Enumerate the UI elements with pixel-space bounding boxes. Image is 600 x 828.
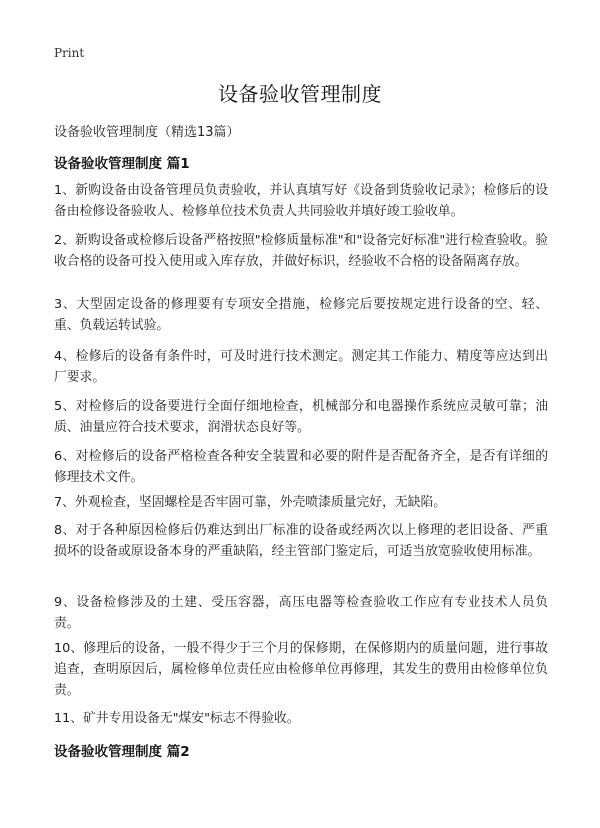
section-heading-2: 设备验收管理制度 篇2 — [54, 744, 190, 760]
paragraph-item-6: 6、对检修后的设备严格检查各种安全装置和必要的附件是否配备齐全，是否有详细的修理技术文件。 — [54, 449, 548, 485]
document-title: 设备验收管理制度 — [218, 82, 382, 106]
paragraph-item-5: 5、对检修后的设备要进行全面仔细地检查，机械部分和电器操作系统应灵敏可靠；油质、油量应符合技术要求，润滑状态良好等。 — [54, 399, 548, 435]
document-subtitle: 设备验收管理制度（精选13篇） — [54, 125, 240, 140]
paragraph-item-3: 3、大型固定设备的修理要有专项安全措施，检修完后要按规定进行设备的空、轻、重、负载运转试验。 — [54, 297, 548, 333]
section-heading-1: 设备验收管理制度 篇1 — [54, 156, 190, 172]
paragraph-item-2: 2、新购设备或检修后设备严格按照"检修质量标准"和"设备完好标准"进行检查验收。验收合格的设备可投入使用或入库存放，并做好标识，经验收不合格的设备隔离存放。 — [54, 233, 548, 269]
paragraph-item-11: 11、矿井专用设备无"煤安"标志不得验收。 — [54, 711, 300, 726]
paragraph-item-4: 4、检修后的设备有条件时，可及时进行技术测定。测定其工作能力、精度等应达到出厂要求。 — [54, 349, 548, 385]
paragraph-item-7: 7、外观检查，坚固螺栓是否牢固可靠，外壳喷漆质量完好，无缺陷。 — [54, 495, 447, 510]
paragraph-item-8: 8、对于各种原因检修后仍难达到出厂标准的设备或经两次以上修理的老旧设备、严重损坏的设备或原设备本身的严重缺陷，经主管部门鉴定后，可适当放宽验收使用标准。 — [54, 523, 548, 559]
paragraph-item-1: 1、新购设备由设备管理员负责验收，并认真填写好《设备到货验收记录》；检修后的设备由检修设备验收人、检修单位技术负责人共同验收并填好竣工验收单。 — [54, 183, 548, 219]
print-label: Print — [54, 46, 85, 60]
paragraph-item-10: 10、修理后的设备，一般不得少于三个月的保修期，在保修期内的质量问题，进行事故追查，查明原因后，属检修单位责任应由检修单位再修理，其发生的费用由检修单位负责。 — [54, 641, 548, 698]
paragraph-item-9: 9、设备检修涉及的土建、受压容器，高压电器等检查验收工作应有专业技术人员负责。 — [54, 595, 548, 631]
